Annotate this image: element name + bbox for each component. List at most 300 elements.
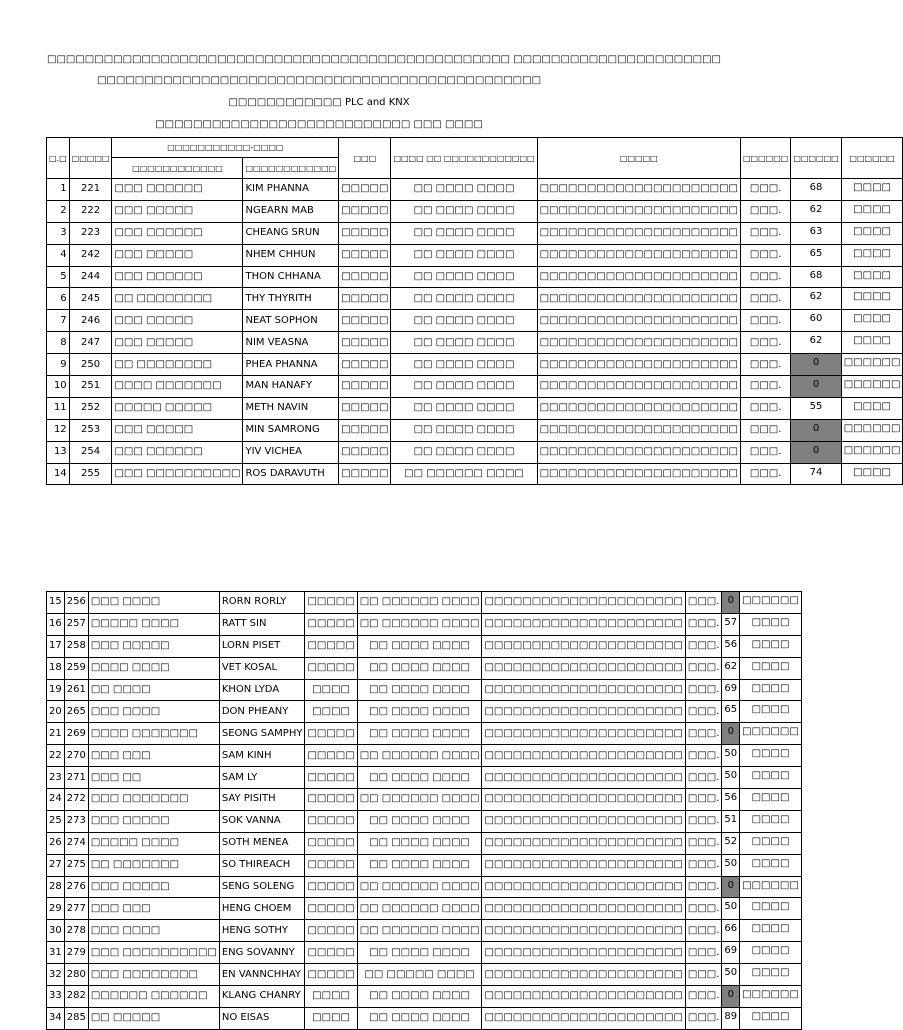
row-name-latin: VET KOSAL — [219, 657, 305, 679]
header-institution: □□□□□ — [537, 138, 740, 179]
row-name-latin: METH NAVIN — [243, 397, 339, 419]
table-row — [47, 657, 802, 679]
row-result: □□□□ — [740, 854, 802, 876]
row-name-khmer: □□□ □□□□□□ — [112, 179, 243, 201]
row-dob: □□ □□□□□□ □□□□ — [357, 613, 482, 635]
row-name-khmer: □□□ □□□□□ — [88, 635, 219, 657]
row-id: 271 — [64, 767, 88, 789]
row-result: □□□□ — [740, 1007, 802, 1029]
row-number: 3 — [47, 222, 70, 244]
table-row — [47, 354, 903, 376]
row-name-latin: NO EISAS — [219, 1007, 305, 1029]
row-dob: □□ □□□□ □□□□ — [391, 266, 537, 288]
row-institution: □□□□□□□□□□□□□□□□□□□□□ — [482, 767, 685, 789]
row-institution: □□□□□□□□□□□□□□□□□□□□□ — [537, 463, 740, 485]
row-dob: □□ □□□□ □□□□ — [391, 376, 537, 398]
row-score: 63 — [791, 222, 841, 244]
row-sex: □□□□□ — [305, 964, 357, 986]
row-institution: □□□□□□□□□□□□□□□□□□□□□ — [537, 441, 740, 463]
row-number: 22 — [47, 745, 65, 767]
row-sex: □□□□□ — [339, 222, 391, 244]
row-result: □□□□□□ — [841, 376, 903, 398]
row-dob: □□ □□□□□□ □□□□ — [391, 463, 537, 485]
row-number: 8 — [47, 332, 70, 354]
row-number: 34 — [47, 1007, 65, 1029]
row-name-khmer: □□□ □□□ — [88, 745, 219, 767]
row-institution: □□□□□□□□□□□□□□□□□□□□□ — [482, 635, 685, 657]
table-row — [47, 1007, 802, 1029]
table-row — [47, 810, 802, 832]
row-level: □□□. — [741, 419, 791, 441]
table-row — [47, 419, 903, 441]
row-result: □□□□ — [841, 244, 903, 266]
row-result: □□□□ — [841, 332, 903, 354]
row-result: □□□□ — [740, 810, 802, 832]
row-name-latin: NIM VEASNA — [243, 332, 339, 354]
row-name-latin: YIV VICHEA — [243, 441, 339, 463]
row-institution: □□□□□□□□□□□□□□□□□□□□□ — [537, 179, 740, 201]
row-name-latin: KIM PHANNA — [243, 179, 339, 201]
row-dob: □□ □□□□ □□□□ — [357, 767, 482, 789]
row-number: 4 — [47, 244, 70, 266]
row-name-latin: NEAT SOPHON — [243, 310, 339, 332]
row-institution: □□□□□□□□□□□□□□□□□□□□□ — [537, 244, 740, 266]
table-row — [47, 332, 903, 354]
row-id: 269 — [64, 723, 88, 745]
row-name-khmer: □□□ □□□□□ — [88, 810, 219, 832]
row-sex: □□□□□ — [339, 376, 391, 398]
row-result: □□□□ — [740, 657, 802, 679]
row-dob: □□ □□□□ □□□□ — [391, 200, 537, 222]
table-row — [47, 613, 802, 635]
row-name-latin: SENG SOLENG — [219, 876, 305, 898]
row-name-khmer: □□□ □□□□□□□□ — [88, 964, 219, 986]
row-name-khmer: □□ □□□□□□□ — [88, 854, 219, 876]
row-result: □□□□□□ — [740, 876, 802, 898]
row-name-khmer: □□□ □□□□□□ — [112, 441, 243, 463]
row-result: □□□□ — [841, 397, 903, 419]
row-score: 0 — [791, 419, 841, 441]
row-name-latin: HENG CHOEM — [219, 898, 305, 920]
row-score: 62 — [791, 332, 841, 354]
row-number: 32 — [47, 964, 65, 986]
row-number: 26 — [47, 832, 65, 854]
row-dob: □□ □□□□ □□□□ — [357, 723, 482, 745]
row-institution: □□□□□□□□□□□□□□□□□□□□□ — [537, 332, 740, 354]
table-row — [47, 592, 802, 614]
row-sex: □□□□□ — [339, 244, 391, 266]
row-institution: □□□□□□□□□□□□□□□□□□□□□ — [482, 854, 685, 876]
row-level: □□□. — [741, 441, 791, 463]
row-dob: □□ □□□□ □□□□ — [391, 310, 537, 332]
row-institution: □□□□□□□□□□□□□□□□□□□□□ — [537, 397, 740, 419]
row-name-latin: EN VANNCHHAY — [219, 964, 305, 986]
table-row — [47, 679, 802, 701]
row-level: □□□. — [685, 832, 722, 854]
row-number: 10 — [47, 376, 70, 398]
row-name-latin: ROS DARAVUTH — [243, 463, 339, 485]
row-result: □□□□ — [841, 463, 903, 485]
table-row — [47, 244, 903, 266]
table-row — [47, 179, 903, 201]
row-institution: □□□□□□□□□□□□□□□□□□□□□ — [482, 745, 685, 767]
row-number: 2 — [47, 200, 70, 222]
row-dob: □□ □□□□ □□□□ — [391, 441, 537, 463]
row-result: □□□□□□ — [740, 723, 802, 745]
row-institution: □□□□□□□□□□□□□□□□□□□□□ — [537, 419, 740, 441]
row-number: 20 — [47, 701, 65, 723]
row-result: □□□□ — [740, 942, 802, 964]
row-level: □□□. — [685, 854, 722, 876]
row-sex: □□□□□ — [339, 441, 391, 463]
row-result: □□□□ — [740, 767, 802, 789]
row-result: □□□□ — [841, 310, 903, 332]
row-result: □□□□ — [740, 635, 802, 657]
row-score: 57 — [722, 613, 740, 635]
row-name-latin: SAM KINH — [219, 745, 305, 767]
row-name-khmer: □□ □□□□□□□□ — [112, 288, 243, 310]
row-level: □□□. — [741, 354, 791, 376]
row-dob: □□ □□□□ □□□□ — [357, 986, 482, 1008]
row-name-khmer: □□□ □□□□□□ — [112, 266, 243, 288]
header-name-khmer: □□□□□□□□□□□□ — [112, 158, 243, 179]
row-dob: □□ □□□□ □□□□ — [391, 222, 537, 244]
row-result: □□□□ — [740, 898, 802, 920]
table-row — [47, 964, 802, 986]
row-score: 0 — [722, 723, 740, 745]
row-id: 245 — [69, 288, 112, 310]
row-name-khmer: □□□ □□□□□ — [112, 419, 243, 441]
row-number: 23 — [47, 767, 65, 789]
table-row — [47, 441, 903, 463]
row-dob: □□ □□□□ □□□□ — [357, 657, 482, 679]
row-name-latin: RORN RORLY — [219, 592, 305, 614]
row-result: □□□□□□ — [841, 354, 903, 376]
row-level: □□□. — [685, 920, 722, 942]
row-level: □□□. — [685, 635, 722, 657]
row-score: 50 — [722, 767, 740, 789]
row-name-khmer: □□□□ □□□□ — [88, 657, 219, 679]
row-result: □□□□ — [841, 266, 903, 288]
row-name-latin: SO THIREACH — [219, 854, 305, 876]
row-result: □□□□ — [740, 789, 802, 811]
row-id: 261 — [64, 679, 88, 701]
table-row — [47, 876, 802, 898]
row-level: □□□. — [685, 679, 722, 701]
row-name-khmer: □□□□□ □□□□ — [88, 832, 219, 854]
row-id: 254 — [69, 441, 112, 463]
row-score: 0 — [791, 441, 841, 463]
row-id: 247 — [69, 332, 112, 354]
row-institution: □□□□□□□□□□□□□□□□□□□□□ — [482, 832, 685, 854]
row-score: 62 — [791, 288, 841, 310]
document-title-line-4: □□□□□□□□□□□□□□□□□□□□□□□□□□□ □□□ □□□□ — [155, 119, 483, 130]
row-result: □□□□□□ — [841, 419, 903, 441]
document-title-line-3: □□□□□□□□□□□□ PLC and KNX — [228, 97, 410, 108]
row-name-khmer: □□□□ □□□□□□□ — [88, 723, 219, 745]
row-level: □□□. — [685, 723, 722, 745]
row-institution: □□□□□□□□□□□□□□□□□□□□□ — [482, 898, 685, 920]
row-number: 31 — [47, 942, 65, 964]
row-name-khmer: □□□□ □□□□□□□ — [112, 376, 243, 398]
row-sex: □□□□□ — [339, 332, 391, 354]
row-score: 0 — [791, 376, 841, 398]
row-result: □□□□ — [841, 200, 903, 222]
row-institution: □□□□□□□□□□□□□□□□□□□□□ — [537, 266, 740, 288]
row-name-latin: HENG SOTHY — [219, 920, 305, 942]
row-sex: □□□□ — [305, 1007, 357, 1029]
document-title-line-1: □□□□□□□□□□□□□□□□□□□□□□□□□□□□□□□□□□□□□□□□□□□□□□□□□ □□□□□□□□□□□□□□□□□□□□□□ — [47, 54, 722, 65]
row-sex: □□□□□ — [339, 288, 391, 310]
row-institution: □□□□□□□□□□□□□□□□□□□□□ — [537, 200, 740, 222]
row-dob: □□ □□□□ □□□□ — [357, 635, 482, 657]
row-score: 74 — [791, 463, 841, 485]
row-institution: □□□□□□□□□□□□□□□□□□□□□ — [482, 657, 685, 679]
row-dob: □□ □□□□ □□□□ — [357, 679, 482, 701]
table-row — [47, 767, 802, 789]
row-result: □□□□ — [740, 920, 802, 942]
row-score: 60 — [791, 310, 841, 332]
row-id: 285 — [64, 1007, 88, 1029]
row-sex: □□□□□ — [305, 592, 357, 614]
row-id: 250 — [69, 354, 112, 376]
row-name-latin: THY THYRITH — [243, 288, 339, 310]
table-row — [47, 310, 903, 332]
row-dob: □□ □□□□ □□□□ — [357, 832, 482, 854]
table-row — [47, 376, 903, 398]
row-name-latin: LORN PISET — [219, 635, 305, 657]
table-row — [47, 266, 903, 288]
header-score: □□□□□□ — [791, 138, 841, 179]
row-dob: □□ □□□□□□ □□□□ — [357, 876, 482, 898]
row-name-latin: THON CHHANA — [243, 266, 339, 288]
row-dob: □□ □□□□ □□□□ — [357, 1007, 482, 1029]
row-number: 1 — [47, 179, 70, 201]
row-sex: □□□□□ — [305, 876, 357, 898]
row-institution: □□□□□□□□□□□□□□□□□□□□□ — [482, 1007, 685, 1029]
row-dob: □□ □□□□ □□□□ — [391, 179, 537, 201]
row-id: 251 — [69, 376, 112, 398]
table-row — [47, 288, 903, 310]
row-sex: □□□□□ — [305, 942, 357, 964]
row-name-khmer: □□□ □□□□□ — [112, 332, 243, 354]
row-name-khmer: □□□ □□□□ — [88, 920, 219, 942]
row-level: □□□. — [685, 964, 722, 986]
row-institution: □□□□□□□□□□□□□□□□□□□□□ — [482, 810, 685, 832]
row-id: 279 — [64, 942, 88, 964]
row-sex: □□□□□ — [305, 635, 357, 657]
row-name-khmer: □□□ □□□ — [88, 898, 219, 920]
row-institution: □□□□□□□□□□□□□□□□□□□□□ — [482, 964, 685, 986]
header-name-latin: □□□□□□□□□□□□ — [243, 158, 339, 179]
row-name-latin: SEONG SAMPHY — [219, 723, 305, 745]
row-result: □□□□ — [841, 179, 903, 201]
row-dob: □□ □□□□□□ □□□□ — [357, 745, 482, 767]
row-name-latin: MIN SAMRONG — [243, 419, 339, 441]
row-id: 276 — [64, 876, 88, 898]
row-id: 273 — [64, 810, 88, 832]
row-name-khmer: □□ □□□□□ — [88, 1007, 219, 1029]
row-dob: □□ □□□□ □□□□ — [357, 810, 482, 832]
row-sex: □□□□□ — [305, 789, 357, 811]
row-score: 69 — [722, 942, 740, 964]
row-result: □□□□ — [740, 679, 802, 701]
row-name-khmer: □□□□□ □□□□□ — [112, 397, 243, 419]
row-institution: □□□□□□□□□□□□□□□□□□□□□ — [482, 679, 685, 701]
row-name-khmer: □□ □□□□□□□□ — [112, 354, 243, 376]
row-level: □□□. — [685, 986, 722, 1008]
row-score: 69 — [722, 679, 740, 701]
document-title-line-2: □□□□□□□□□□□□□□□□□□□□□□□□□□□□□□□□□□□□□□□□□□□□□□□ — [96, 75, 542, 86]
row-institution: □□□□□□□□□□□□□□□□□□□□□ — [482, 701, 685, 723]
row-sex: □□□□□ — [305, 832, 357, 854]
row-dob: □□ □□□□□□ □□□□ — [357, 789, 482, 811]
row-number: 11 — [47, 397, 70, 419]
row-id: 275 — [64, 854, 88, 876]
row-dob: □□ □□□□ □□□□ — [391, 419, 537, 441]
row-sex: □□□□□ — [339, 310, 391, 332]
row-id: 221 — [69, 179, 112, 201]
row-number: 24 — [47, 789, 65, 811]
row-number: 29 — [47, 898, 65, 920]
table-row — [47, 723, 802, 745]
row-level: □□□. — [685, 810, 722, 832]
row-level: □□□. — [741, 397, 791, 419]
row-number: 6 — [47, 288, 70, 310]
row-score: 65 — [791, 244, 841, 266]
row-sex: □□□□□ — [305, 657, 357, 679]
table-row — [47, 463, 903, 485]
row-number: 5 — [47, 266, 70, 288]
table-row — [47, 854, 802, 876]
row-result: □□□□ — [841, 222, 903, 244]
row-result: □□□□□□ — [740, 592, 802, 614]
row-name-latin: SOK VANNA — [219, 810, 305, 832]
row-number: 28 — [47, 876, 65, 898]
row-id: 252 — [69, 397, 112, 419]
row-level: □□□. — [741, 332, 791, 354]
row-institution: □□□□□□□□□□□□□□□□□□□□□ — [482, 613, 685, 635]
row-sex: □□□□□ — [339, 200, 391, 222]
row-dob: □□ □□□□ □□□□ — [391, 354, 537, 376]
table-row — [47, 397, 903, 419]
row-name-latin: MAN HANAFY — [243, 376, 339, 398]
row-institution: □□□□□□□□□□□□□□□□□□□□□ — [482, 920, 685, 942]
row-institution: □□□□□□□□□□□□□□□□□□□□□ — [482, 789, 685, 811]
row-number: 15 — [47, 592, 65, 614]
row-name-latin: NGEARN MAB — [243, 200, 339, 222]
row-sex: □□□□□ — [339, 179, 391, 201]
row-level: □□□. — [685, 592, 722, 614]
table-row — [47, 832, 802, 854]
row-name-latin: NHEM CHHUN — [243, 244, 339, 266]
row-dob: □□ □□□□ □□□□ — [391, 288, 537, 310]
row-name-latin: RATT SIN — [219, 613, 305, 635]
row-sex: □□□□□ — [305, 723, 357, 745]
row-level: □□□. — [741, 179, 791, 201]
row-number: 27 — [47, 854, 65, 876]
row-dob: □□ □□□□□□ □□□□ — [357, 898, 482, 920]
row-name-latin: PHEA PHANNA — [243, 354, 339, 376]
row-institution: □□□□□□□□□□□□□□□□□□□□□ — [482, 942, 685, 964]
row-number: 7 — [47, 310, 70, 332]
row-id: 244 — [69, 266, 112, 288]
row-id: 265 — [64, 701, 88, 723]
row-name-khmer: □□□ □□□□ — [88, 701, 219, 723]
header-dob: □□□□ □□ □□□□□□□□□□□□ — [391, 138, 537, 179]
row-sex: □□□□□ — [305, 613, 357, 635]
row-dob: □□ □□□□ □□□□ — [357, 854, 482, 876]
row-score: 0 — [722, 876, 740, 898]
row-id: 278 — [64, 920, 88, 942]
row-name-latin: KHON LYDA — [219, 679, 305, 701]
row-score: 0 — [722, 592, 740, 614]
row-sex: □□□□□ — [305, 810, 357, 832]
row-level: □□□. — [685, 1007, 722, 1029]
row-dob: □□ □□□□ □□□□ — [391, 244, 537, 266]
row-dob: □□ □□□□□ □□□□ — [357, 964, 482, 986]
row-name-khmer: □□□ □□□□□ — [88, 876, 219, 898]
header-sex: □□□ — [339, 138, 391, 179]
row-institution: □□□□□□□□□□□□□□□□□□□□□ — [537, 354, 740, 376]
row-score: 56 — [722, 789, 740, 811]
row-number: 19 — [47, 679, 65, 701]
table-row — [47, 898, 802, 920]
row-name-khmer: □□□□□ □□□□ — [88, 613, 219, 635]
table-row — [47, 200, 903, 222]
row-institution: □□□□□□□□□□□□□□□□□□□□□ — [482, 876, 685, 898]
row-sex: □□□□□ — [339, 463, 391, 485]
row-number: 21 — [47, 723, 65, 745]
row-score: 65 — [722, 701, 740, 723]
row-score: 56 — [722, 635, 740, 657]
row-score: 0 — [722, 986, 740, 1008]
row-institution: □□□□□□□□□□□□□□□□□□□□□ — [537, 376, 740, 398]
row-id: 270 — [64, 745, 88, 767]
table-row — [47, 222, 903, 244]
row-score: 50 — [722, 745, 740, 767]
row-id: 256 — [64, 592, 88, 614]
row-score: 52 — [722, 832, 740, 854]
score-table-part-1 — [46, 137, 903, 485]
row-name-khmer: □□□ □□□□□ — [112, 200, 243, 222]
row-number: 12 — [47, 419, 70, 441]
row-level: □□□. — [685, 701, 722, 723]
row-dob: □□ □□□□□□ □□□□ — [357, 592, 482, 614]
row-name-khmer: □□□ □□□□□ — [112, 310, 243, 332]
row-level: □□□. — [741, 222, 791, 244]
row-score: 50 — [722, 854, 740, 876]
row-institution: □□□□□□□□□□□□□□□□□□□□□ — [537, 310, 740, 332]
row-number: 16 — [47, 613, 65, 635]
row-name-khmer: □□□ □□□□□□□ — [88, 789, 219, 811]
row-number: 17 — [47, 635, 65, 657]
row-id: 272 — [64, 789, 88, 811]
row-name-latin: SOTH MENEA — [219, 832, 305, 854]
row-id: 258 — [64, 635, 88, 657]
row-number: 9 — [47, 354, 70, 376]
row-id: 253 — [69, 419, 112, 441]
row-score: 0 — [791, 354, 841, 376]
row-level: □□□. — [685, 898, 722, 920]
row-level: □□□. — [685, 876, 722, 898]
row-name-khmer: □□□ □□□□□□□□□□ — [88, 942, 219, 964]
row-sex: □□□□ — [305, 701, 357, 723]
row-sex: □□□□□ — [305, 745, 357, 767]
row-dob: □□ □□□□□□ □□□□ — [357, 920, 482, 942]
row-level: □□□. — [741, 463, 791, 485]
row-level: □□□. — [741, 376, 791, 398]
